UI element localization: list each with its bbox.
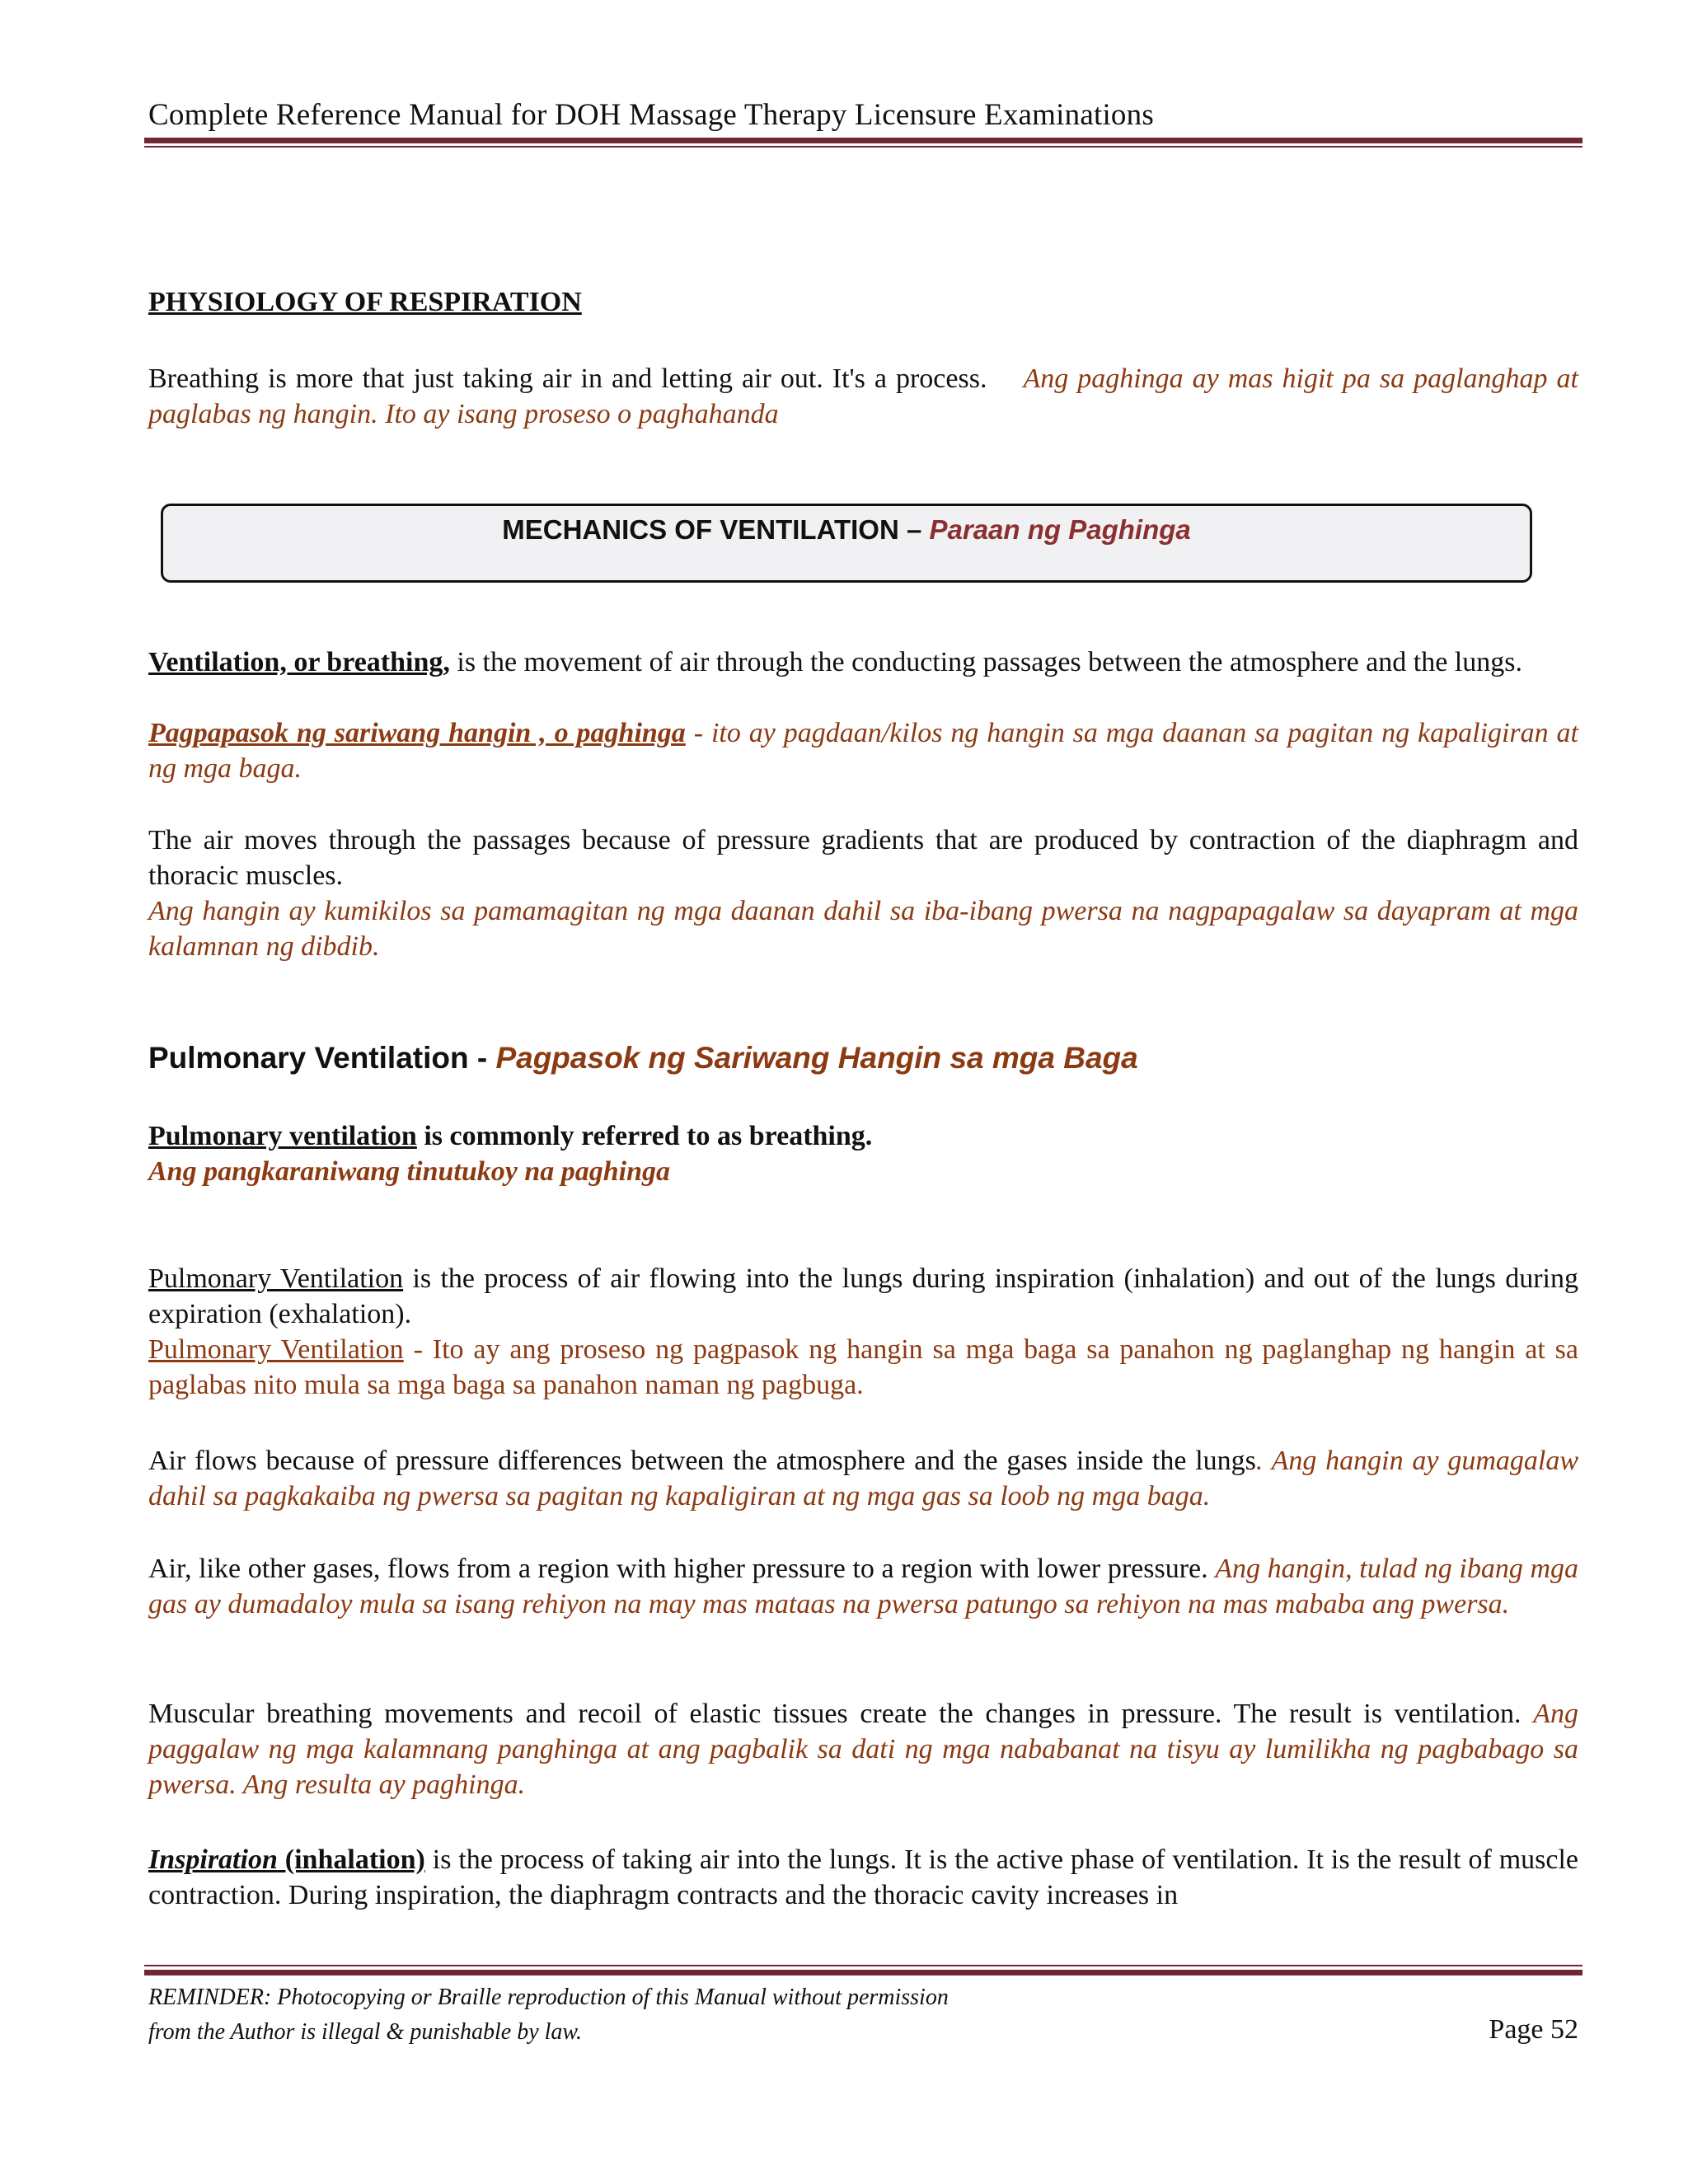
section-title	[148, 284, 1578, 320]
footer-reminder	[148, 1980, 949, 2050]
muscular-paragraph	[148, 1696, 1578, 1802]
inspiration-term: Inspiration	[148, 1844, 278, 1875]
footer-rule-thin	[144, 1965, 1582, 1966]
ventilation-def-english: is the movement of air through the conducting passages between the atmosphere and the lungs.	[449, 647, 1522, 677]
inspiration-term-paren: (inhalation)	[277, 1844, 425, 1875]
ventilation-term: Ventilation, or breathing,	[148, 647, 450, 677]
air-moves-paragraph	[148, 823, 1578, 964]
muscular-tagalog: Ang paggalaw ng mga kalamnang panghinga at ang pagbalik sa dati ng mga nababanat na tisyu ay lumilikha ng pagbabago sa pwersa. Ang resulta ay paghinga.	[148, 1699, 1578, 1800]
air-flows-english: Air flows because of pressure differences between the atmosphere and the gases inside the lungs	[148, 1446, 1256, 1476]
mechanics-box	[161, 504, 1532, 583]
intro-english: Breathing is more that just taking air in and letting air out. It's a process.	[148, 363, 987, 394]
air-flows-tagalog: . Ang hangin ay gumagalaw dahil sa pagkakaiba ng pwersa sa pagitan ng kapaligiran at ng mga gas sa loob ng mga baga.	[148, 1446, 1578, 1511]
air-moves-tagalog: Ang hangin ay kumikilos sa pamamagitan ng mga daanan dahil sa iba-ibang pwersa na nagpapagalaw sa dayapram at mga kalamnan ng dibdib.	[148, 896, 1578, 962]
pulmonary-heading	[148, 1041, 1138, 1076]
pulmonary-heading-tagalog: Pagpasok ng Sariwang Hangin sa mga Baga	[495, 1041, 1138, 1075]
air-gases-tagalog: Ang hangin, tulad ng ibang mga gas ay dumadaloy mula sa isang rehiyon na may mas mataas na pwersa patungo sa rehiyon na mas mababa ang pwersa.	[148, 1554, 1579, 1619]
ventilation-def-tagalog: - ito ay pagdaan/kilos ng hangin sa mga daanan sa pagitan ng kapaligiran at ng mga baga.	[148, 718, 1578, 784]
pulmonary-common-term: Pulmonary ventilation	[148, 1121, 417, 1151]
ventilation-term-tagalog: Pagpapasok ng sariwang hangin , o paghinga	[148, 718, 686, 748]
pulmonary-heading-english: Pulmonary Ventilation -	[148, 1041, 496, 1075]
pulmonary-process-term-tagalog: Pulmonary Ventilation	[148, 1334, 404, 1365]
inspiration-def: is the process of taking air into the lungs. It is the active phase of ventilation. It is the result of muscle contraction. During inspiration, the diaphragm contracts and the thoracic cavity increases in	[148, 1844, 1578, 1910]
air-flows-paragraph	[148, 1443, 1578, 1514]
ventilation-translation	[148, 715, 1578, 786]
air-gases-paragraph	[148, 1551, 1578, 1622]
intro-paragraph	[148, 361, 1578, 432]
page-number: Page 52	[1489, 2014, 1578, 2045]
header-rule-thin	[144, 146, 1582, 148]
pulmonary-process-paragraph	[148, 1261, 1578, 1403]
header-title: Complete Reference Manual for DOH Massage Therapy Licensure Examinations	[148, 98, 1154, 132]
mechanics-title-english: MECHANICS OF VENTILATION –	[502, 514, 930, 545]
pulmonary-common-rest: is commonly referred to as breathing.	[416, 1121, 873, 1151]
footer-rule-thick	[144, 1970, 1582, 1975]
pulmonary-common-tagalog: Ang pangkaraniwang tinutukoy na paghinga	[148, 1156, 671, 1187]
muscular-english: Muscular breathing movements and recoil of elastic tissues create the changes in pressure. The result is ventilation.	[148, 1699, 1534, 1729]
header-rule-thick	[144, 138, 1582, 143]
pulmonary-process-def: is the process of air flowing into the lungs during inspiration (inhalation) and out of the lungs during expiration (exhalation).	[148, 1263, 1578, 1329]
intro-tagalog: Ang paghinga ay mas higit pa sa paglanghap at paglabas ng hangin. Ito ay isang proseso o paghahanda	[148, 363, 1578, 429]
air-gases-english: Air, like other gases, flows from a region with higher pressure to a region with lower pressure.	[148, 1554, 1216, 1584]
section-title-text: PHYSIOLOGY OF RESPIRATION	[148, 287, 582, 317]
pulmonary-process-def-tagalog: - Ito ay ang proseso ng pagpasok ng hangin sa mga baga sa panahon ng paglanghap ng hangin at sa paglabas nito mula sa mga baga sa panahon naman ng pagbuga.	[148, 1334, 1578, 1400]
mechanics-title-tagalog: Paraan ng Paghinga	[929, 514, 1191, 545]
pulmonary-common-paragraph	[148, 1118, 1578, 1189]
footer-line-2: from the Author is illegal & punishable by law.	[148, 2019, 583, 2045]
ventilation-definition	[148, 644, 1578, 680]
inspiration-paragraph	[148, 1842, 1578, 1913]
manual-page	[148, 0, 1578, 2184]
air-moves-english: The air moves through the passages because of pressure gradients that are produced by contraction of the diaphragm and thoracic muscles.	[148, 825, 1578, 891]
footer-line-1: REMINDER: Photocopying or Braille reproduction of this Manual without permission	[148, 1985, 949, 2010]
pulmonary-process-term: Pulmonary Ventilation	[148, 1263, 404, 1294]
